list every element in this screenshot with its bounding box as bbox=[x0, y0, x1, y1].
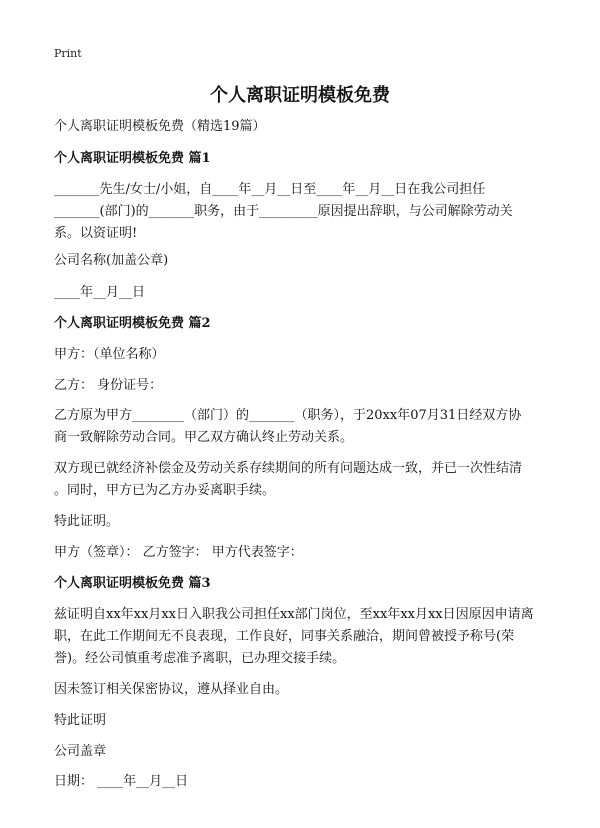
section-2-signatures: 甲方（签章）： 乙方签字： 甲方代表签字： bbox=[54, 545, 303, 560]
section-3-special: 特此证明 bbox=[54, 713, 107, 728]
section-3-para-1-line-3: 誉)。经公司慎重考虑准予离职，已办理交接手续。 bbox=[54, 651, 346, 666]
section-2-party-b: 乙方： 身份证号： bbox=[54, 378, 163, 393]
section-2-special: 特此证明。 bbox=[54, 514, 120, 529]
page-title: 个人离职证明模板免费 bbox=[210, 85, 390, 106]
section-2-para-1-line-1: 乙方原为甲方________（部门）的_______（职务），于20xx年07月31日经双方协 bbox=[54, 408, 522, 423]
section-2-party-a: 甲方：（单位名称） bbox=[54, 347, 165, 362]
section-1-para-line-3: 系。以资证明! bbox=[54, 226, 138, 241]
section-3-date: 日期： ____年__月__日 bbox=[54, 774, 189, 789]
section-2-para-1-line-2: 商一致解除劳动合同。甲乙双方确认终止劳动关系。 bbox=[54, 430, 354, 445]
section-2-para-2-line-2: 。同时，甲方已为乙方办妥离职手续。 bbox=[54, 483, 276, 498]
section-1-para-line-1: _______先生/女士/小姐，自____年__月__日至____年__月__日在我公司担任 bbox=[54, 182, 486, 197]
section-2-para-2-line-1: 双方现已就经济补偿金及劳动关系存续期间的所有问题达成一致，并已一次性结清 bbox=[54, 461, 523, 476]
section-3-para-1-line-2: 职，在此工作期间无不良表现，工作良好，同事关系融洽，期间曾被授予称号(荣 bbox=[54, 629, 515, 644]
section-1-date: ____年__月__日 bbox=[54, 285, 146, 300]
section-3-para-1-line-1: 兹证明自xx年xx月xx日入职我公司担任xx部门岗位，至xx年xx月xx日因原因申请离 bbox=[54, 607, 534, 622]
section-2-heading: 个人离职证明模板免费 篇2 bbox=[54, 316, 211, 331]
section-3-seal: 公司盖章 bbox=[54, 744, 107, 759]
section-3-para-2: 因未签订相关保密协议，遵从择业自由。 bbox=[54, 682, 289, 697]
section-3-heading: 个人离职证明模板免费 篇3 bbox=[54, 576, 211, 591]
print-link[interactable]: Print bbox=[54, 47, 82, 60]
intro-text: 个人离职证明模板免费（精选19篇） bbox=[54, 119, 266, 134]
section-1-company: 公司名称(加盖公章) bbox=[54, 253, 169, 268]
section-1-heading: 个人离职证明模板免费 篇1 bbox=[54, 151, 211, 166]
section-1-para-line-2: _______(部门)的_______职务，由于_________原因提出辞职，与公司解除劳动关 bbox=[54, 204, 513, 219]
